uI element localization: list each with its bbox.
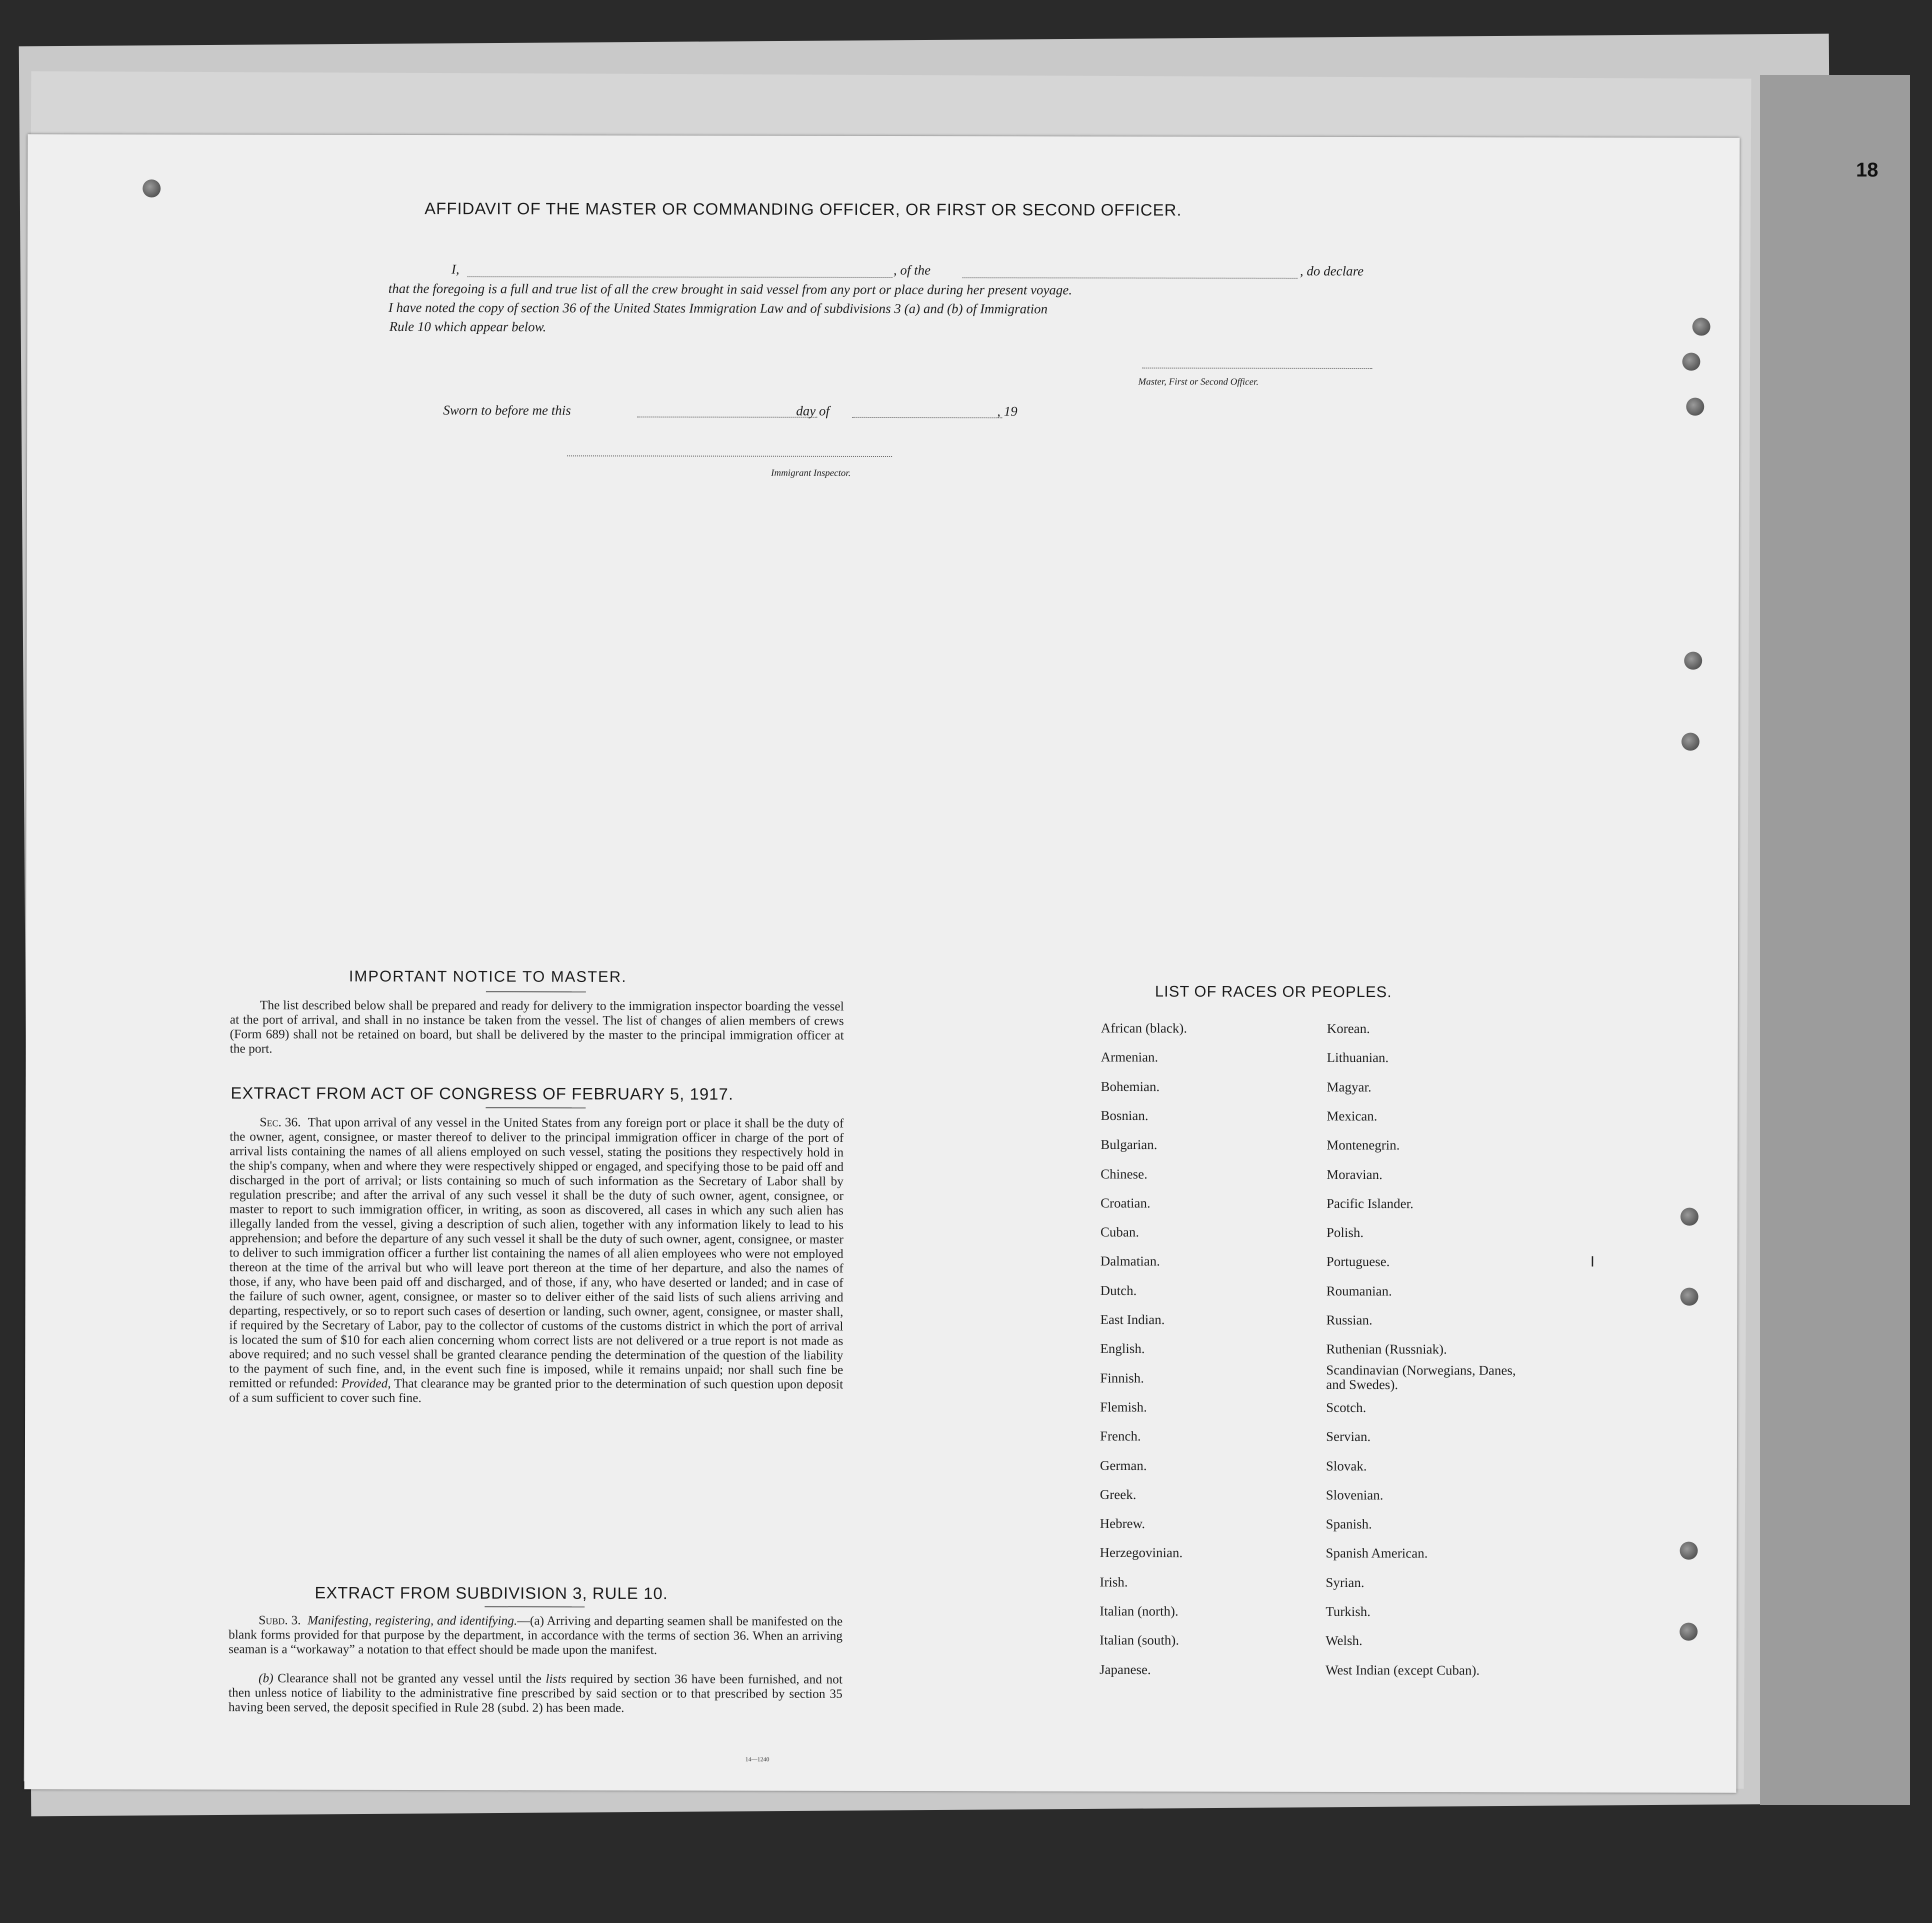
inspector-signature-line bbox=[567, 456, 892, 457]
sworn-day-blank bbox=[637, 416, 817, 418]
race-item: Japanese. bbox=[1100, 1662, 1151, 1677]
affidavit-line-2: that the foregoing is a full and true list of all the crew brought in said vessel from any port or place during her present voyage. bbox=[388, 280, 1072, 298]
notice-text bbox=[230, 998, 844, 1057]
rule-extract-title: EXTRACT FROM SUBDIVISION 3, RULE 10. bbox=[314, 1583, 668, 1603]
race-item: West Indian (except Cuban). bbox=[1326, 1662, 1480, 1678]
bleed-through bbox=[192, 504, 200, 520]
race-item: Russian. bbox=[1326, 1312, 1372, 1328]
document-page bbox=[24, 134, 1740, 1792]
race-item: Slovenian. bbox=[1326, 1487, 1384, 1502]
sworn-label: Sworn to before me this bbox=[443, 402, 571, 418]
race-item: Slovak. bbox=[1326, 1458, 1367, 1474]
race-item: Scotch. bbox=[1326, 1400, 1366, 1415]
background-sheet-edge bbox=[1760, 75, 1910, 1805]
race-item: Dutch. bbox=[1100, 1282, 1137, 1298]
races-title: LIST OF RACES OR PEOPLES. bbox=[1154, 982, 1392, 1001]
notice-body: The list described below shall be prepared and ready for delivery to the immigration inspector boarding the vessel at the port of arrival, and shall in no instance be taken from the vessel. The list of changes of alien members of crews (Form 689) shall not be retained on board, but shall be delivered by the master to the principal immigration officer at the port. bbox=[230, 998, 844, 1056]
race-item: Pacific Islander. bbox=[1326, 1196, 1414, 1212]
act-section-body: That upon arrival of any vessel in the United States from any foreign port or place it shall be the duty of the owner, agent, consignee, or master thereof to deliver to the principal immigration officer in charge of the port of arrival lists containing the names of all aliens employed on such vessel, stating the positions they respectively hold in the ship's company, when and where they were respectively shipped or engaged, and specifying those to be paid off and discharged in the port of arrival; or lists containing so much of such information as the Secretary of Labor shall by regulation prescribe; and after the arrival of any such vessel it shall be the duty of such owner, agent, consignee, or master to report to such immigration officer, in writing, as soon as discovered, all cases in which any such alien has illegally landed from the vessel, giving a description of such alien, together with any information likely to lead to his apprehension; and before the departure of any such vessel it shall be the duty of such owner, agent, consignee, or master to deliver to such immigration officer a further list containing the names of all alien employees who were not employed thereon at the time of the arrival but who will leave port thereon at the time of her departure, and also the names of those, if any, who have been paid off and discharged, and of those, if any, who have deserted or landed; and in case of the failure of such owner, agent, consignee, or master so to deliver either of the said lists of such aliens arriving and departing, respectively, or so to report such cases of desertion or landing, such owner, agent, consignee, or master shall, if required by the Secretary of Labor, pay to the collector of customs of the customs district in which the port of arrival is located the sum of $10 for each alien concerning whom correct lists are not delivered or a true report is not made as above required; and no such vessel shall be granted clearance pending the determination of the question of the liability to the payment of such fine, and, in the event such fine is imposed, while it remains unpaid; nor shall such fine be remitted or refunded: bbox=[229, 1114, 844, 1390]
race-item: Hebrew. bbox=[1100, 1516, 1146, 1532]
notice-title: IMPORTANT NOTICE TO MASTER. bbox=[348, 967, 627, 986]
race-item: Croatian. bbox=[1100, 1195, 1150, 1210]
race-item: Polish. bbox=[1326, 1224, 1364, 1240]
race-item: Lithuanian. bbox=[1326, 1050, 1389, 1066]
race-item: Syrian. bbox=[1326, 1574, 1364, 1590]
race-item: Italian (south). bbox=[1100, 1632, 1180, 1648]
race-item: Armenian. bbox=[1100, 1050, 1158, 1065]
punch-hole bbox=[1680, 1208, 1698, 1226]
rule-heading: Manifesting, registering, and identifying. bbox=[308, 1612, 518, 1628]
master-signature-line bbox=[1142, 368, 1372, 369]
race-item: Roumanian. bbox=[1326, 1283, 1392, 1298]
race-item: Irish. bbox=[1100, 1574, 1128, 1590]
inspector-label: Immigrant Inspector. bbox=[771, 468, 851, 478]
rule-b-label: (b) bbox=[258, 1670, 274, 1686]
race-item: Bosnian. bbox=[1100, 1108, 1148, 1124]
race-item: Montenegrin. bbox=[1326, 1138, 1400, 1153]
act-extract-title: EXTRACT FROM ACT OF CONGRESS OF FEBRUARY 5, 1917. bbox=[230, 1084, 734, 1104]
act-text bbox=[229, 1114, 844, 1406]
vessel-blank bbox=[962, 277, 1298, 278]
race-item: Spanish. bbox=[1326, 1516, 1372, 1532]
sworn-month-blank bbox=[852, 417, 1002, 418]
race-item: Magyar. bbox=[1326, 1079, 1372, 1094]
race-item: Herzegovinian. bbox=[1100, 1545, 1183, 1560]
race-item: Spanish American. bbox=[1326, 1546, 1428, 1561]
race-item: Bulgarian. bbox=[1100, 1137, 1158, 1152]
rule-clause-a: —(a) Arriving and departing seamen shall be manifested on the blank forms provided for that purpose by the department, in accordance with the terms of section 36. When an arriving seaman is a “workaway” a notation to that effect should be made upon the manifest. bbox=[228, 1613, 843, 1658]
corner-page-number: 18 bbox=[1856, 159, 1878, 181]
race-item: Dalmatian. bbox=[1100, 1254, 1160, 1269]
race-item: African (black). bbox=[1100, 1020, 1188, 1036]
race-item: Bohemian. bbox=[1100, 1078, 1160, 1094]
affidavit-title: AFFIDAVIT OF THE MASTER OR COMMANDING OFFICER, OR FIRST OR SECOND OFFICER. bbox=[424, 199, 1182, 220]
punch-hole bbox=[1684, 652, 1702, 670]
notice-rule bbox=[486, 991, 586, 992]
form-number: 14—1240 bbox=[745, 1756, 770, 1763]
rule-subd-label: Subd. 3. bbox=[258, 1612, 301, 1628]
race-item: Servian. bbox=[1326, 1429, 1371, 1444]
race-item: Mexican. bbox=[1326, 1108, 1378, 1124]
race-item: Scandinavian (Norwegians, Danes, and Swedes). bbox=[1326, 1362, 1516, 1392]
race-item: English. bbox=[1100, 1341, 1145, 1356]
race-item: Chinese. bbox=[1100, 1166, 1148, 1182]
year-label: , 19 bbox=[997, 404, 1018, 419]
rule-b-lists: lists bbox=[546, 1671, 566, 1686]
race-item: Welsh. bbox=[1326, 1633, 1362, 1648]
rule-rule bbox=[484, 1606, 584, 1607]
race-item: French. bbox=[1100, 1428, 1141, 1444]
ruling-mark: I bbox=[1590, 1253, 1595, 1270]
rule-b-text1: Clearance shall not be granted any vessel until the bbox=[278, 1670, 542, 1686]
punch-hole bbox=[142, 180, 160, 198]
race-item: German. bbox=[1100, 1458, 1147, 1473]
rule-b-text2: required by section 36 have been furnished, and not then unless notice of liability to the administrative fine prescribed by said section or to that prescribed by section 35 having been served, the deposit specified in Rule 28 (subd. 2) has been made. bbox=[228, 1671, 843, 1715]
punch-hole bbox=[1680, 1622, 1698, 1640]
act-provided: Provided, bbox=[341, 1376, 391, 1390]
act-rule bbox=[486, 1107, 586, 1108]
master-label: Master, First or Second Officer. bbox=[1138, 376, 1259, 388]
race-item: Ruthenian (Russniak). bbox=[1326, 1342, 1447, 1357]
race-item: Turkish. bbox=[1326, 1604, 1371, 1620]
punch-hole bbox=[1680, 1288, 1698, 1306]
name-blank bbox=[468, 276, 892, 278]
punch-hole bbox=[1692, 318, 1710, 336]
race-item: Korean. bbox=[1326, 1020, 1370, 1036]
affidavit-do-declare: , do declare bbox=[1300, 263, 1364, 279]
punch-hole bbox=[1682, 732, 1700, 750]
act-section-label: Sec. 36. bbox=[260, 1114, 301, 1130]
punch-hole bbox=[1680, 1542, 1698, 1560]
affidavit-line-4: Rule 10 which appear below. bbox=[389, 318, 546, 334]
race-item: Flemish. bbox=[1100, 1399, 1147, 1415]
rule-text-b bbox=[228, 1670, 842, 1716]
act-section-end: That clearance may be granted prior to the determination of such question upon deposit of a sum sufficient to cover such fine. bbox=[229, 1376, 844, 1406]
race-item: Moravian. bbox=[1326, 1166, 1382, 1182]
race-item: Cuban. bbox=[1100, 1224, 1140, 1240]
affidavit-i-label: I, bbox=[451, 262, 460, 277]
affidavit-line-3: I have noted the copy of section 36 of the United States Immigration Law and of subdivisions 3 (a) and (b) of Immigration bbox=[388, 300, 1048, 316]
rule-text-a bbox=[228, 1612, 842, 1658]
race-item: Portuguese. bbox=[1326, 1254, 1390, 1270]
race-item: Finnish. bbox=[1100, 1370, 1144, 1386]
day-of-label: day of bbox=[796, 403, 830, 418]
punch-hole bbox=[1682, 352, 1700, 370]
race-item: Greek. bbox=[1100, 1486, 1136, 1502]
affidavit-of-the: , of the bbox=[893, 262, 931, 278]
race-item: East Indian. bbox=[1100, 1312, 1165, 1328]
race-item: Italian (north). bbox=[1100, 1603, 1178, 1619]
punch-hole bbox=[1686, 398, 1704, 416]
